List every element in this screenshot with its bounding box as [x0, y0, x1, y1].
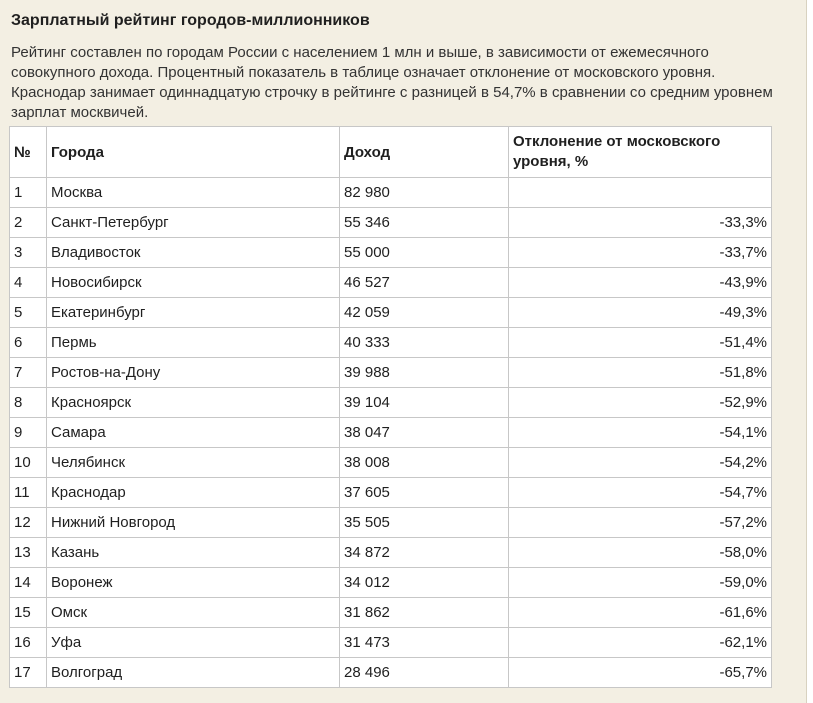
table-row [10, 328, 772, 358]
cell-num: 17 [10, 658, 47, 688]
table-row [10, 628, 772, 658]
cell-num: 16 [10, 628, 47, 658]
cell-deviation: -51,8% [509, 358, 772, 388]
header-deviation: Отклонение от московского уровня, % [509, 127, 772, 178]
cell-income: 42 059 [340, 298, 509, 328]
cell-income: 34 012 [340, 568, 509, 598]
cell-deviation: -62,1% [509, 628, 772, 658]
cell-num: 5 [10, 298, 47, 328]
table-row [10, 508, 772, 538]
table-row [10, 598, 772, 628]
cell-num: 13 [10, 538, 47, 568]
cell-num: 2 [10, 208, 47, 238]
table-row [10, 478, 772, 508]
cell-deviation: -58,0% [509, 538, 772, 568]
cell-num: 3 [10, 238, 47, 268]
cell-num: 15 [10, 598, 47, 628]
cell-city: Волгоград [47, 658, 340, 688]
cell-income: 34 872 [340, 538, 509, 568]
cell-deviation [509, 178, 772, 208]
cell-deviation: -49,3% [509, 298, 772, 328]
cell-income: 28 496 [340, 658, 509, 688]
cell-deviation: -54,1% [509, 418, 772, 448]
cell-num: 9 [10, 418, 47, 448]
cell-income: 35 505 [340, 508, 509, 538]
table-row [10, 208, 772, 238]
table-row [10, 568, 772, 598]
article-description: Рейтинг составлен по городам России с населением 1 млн и выше, в зависимости от ежемесячного совокупного дохода. Процентный показатель в таблице означает отклонение от московского уровня. Краснодар занимает одиннадцатую строчку в рейтинге с разницей в 54,7% в сравнении со средним уровнем зарплат москвичей. [11, 44, 773, 121]
salary-rating-table [9, 126, 772, 688]
article-title: Зарплатный рейтинг городов-миллионников [11, 12, 370, 29]
cell-city: Воронеж [47, 568, 340, 598]
cell-num: 12 [10, 508, 47, 538]
cell-city: Челябинск [47, 448, 340, 478]
cell-num: 6 [10, 328, 47, 358]
cell-num: 1 [10, 178, 47, 208]
cell-city: Красноярск [47, 388, 340, 418]
cell-deviation: -65,7% [509, 658, 772, 688]
table-row [10, 268, 772, 298]
table-row [10, 658, 772, 688]
cell-deviation: -54,2% [509, 448, 772, 478]
cell-city: Владивосток [47, 238, 340, 268]
cell-deviation: -59,0% [509, 568, 772, 598]
cell-city: Екатеринбург [47, 298, 340, 328]
cell-income: 38 047 [340, 418, 509, 448]
header-city: Города [47, 127, 340, 178]
cell-deviation: -54,7% [509, 478, 772, 508]
cell-income: 40 333 [340, 328, 509, 358]
cell-city: Санкт-Петербург [47, 208, 340, 238]
table-row [10, 358, 772, 388]
cell-num: 4 [10, 268, 47, 298]
cell-city: Пермь [47, 328, 340, 358]
cell-deviation: -61,6% [509, 598, 772, 628]
cell-num: 8 [10, 388, 47, 418]
cell-num: 7 [10, 358, 47, 388]
cell-income: 55 000 [340, 238, 509, 268]
cell-income: 37 605 [340, 478, 509, 508]
cell-income: 31 862 [340, 598, 509, 628]
cell-income: 39 988 [340, 358, 509, 388]
cell-city: Краснодар [47, 478, 340, 508]
table-row [10, 298, 772, 328]
table-header-row [10, 127, 772, 178]
cell-city: Новосибирск [47, 268, 340, 298]
header-income: Доход [340, 127, 509, 178]
cell-deviation: -43,9% [509, 268, 772, 298]
cell-city: Москва [47, 178, 340, 208]
cell-income: 46 527 [340, 268, 509, 298]
cell-income: 55 346 [340, 208, 509, 238]
table-row [10, 178, 772, 208]
cell-deviation: -52,9% [509, 388, 772, 418]
table-row [10, 538, 772, 568]
table-row [10, 238, 772, 268]
cell-city: Уфа [47, 628, 340, 658]
cell-city: Омск [47, 598, 340, 628]
cell-city: Ростов-на-Дону [47, 358, 340, 388]
table-body [10, 178, 772, 688]
cell-income: 38 008 [340, 448, 509, 478]
cell-num: 14 [10, 568, 47, 598]
cell-deviation: -33,3% [509, 208, 772, 238]
cell-income: 31 473 [340, 628, 509, 658]
cell-num: 10 [10, 448, 47, 478]
table-row [10, 448, 772, 478]
cell-city: Казань [47, 538, 340, 568]
cell-num: 11 [10, 478, 47, 508]
cell-deviation: -57,2% [509, 508, 772, 538]
table-row [10, 418, 772, 448]
cell-income: 39 104 [340, 388, 509, 418]
cell-income: 82 980 [340, 178, 509, 208]
header-num: № [10, 127, 47, 178]
cell-city: Нижний Новгород [47, 508, 340, 538]
cell-deviation: -33,7% [509, 238, 772, 268]
table-row [10, 388, 772, 418]
cell-deviation: -51,4% [509, 328, 772, 358]
cell-city: Самара [47, 418, 340, 448]
